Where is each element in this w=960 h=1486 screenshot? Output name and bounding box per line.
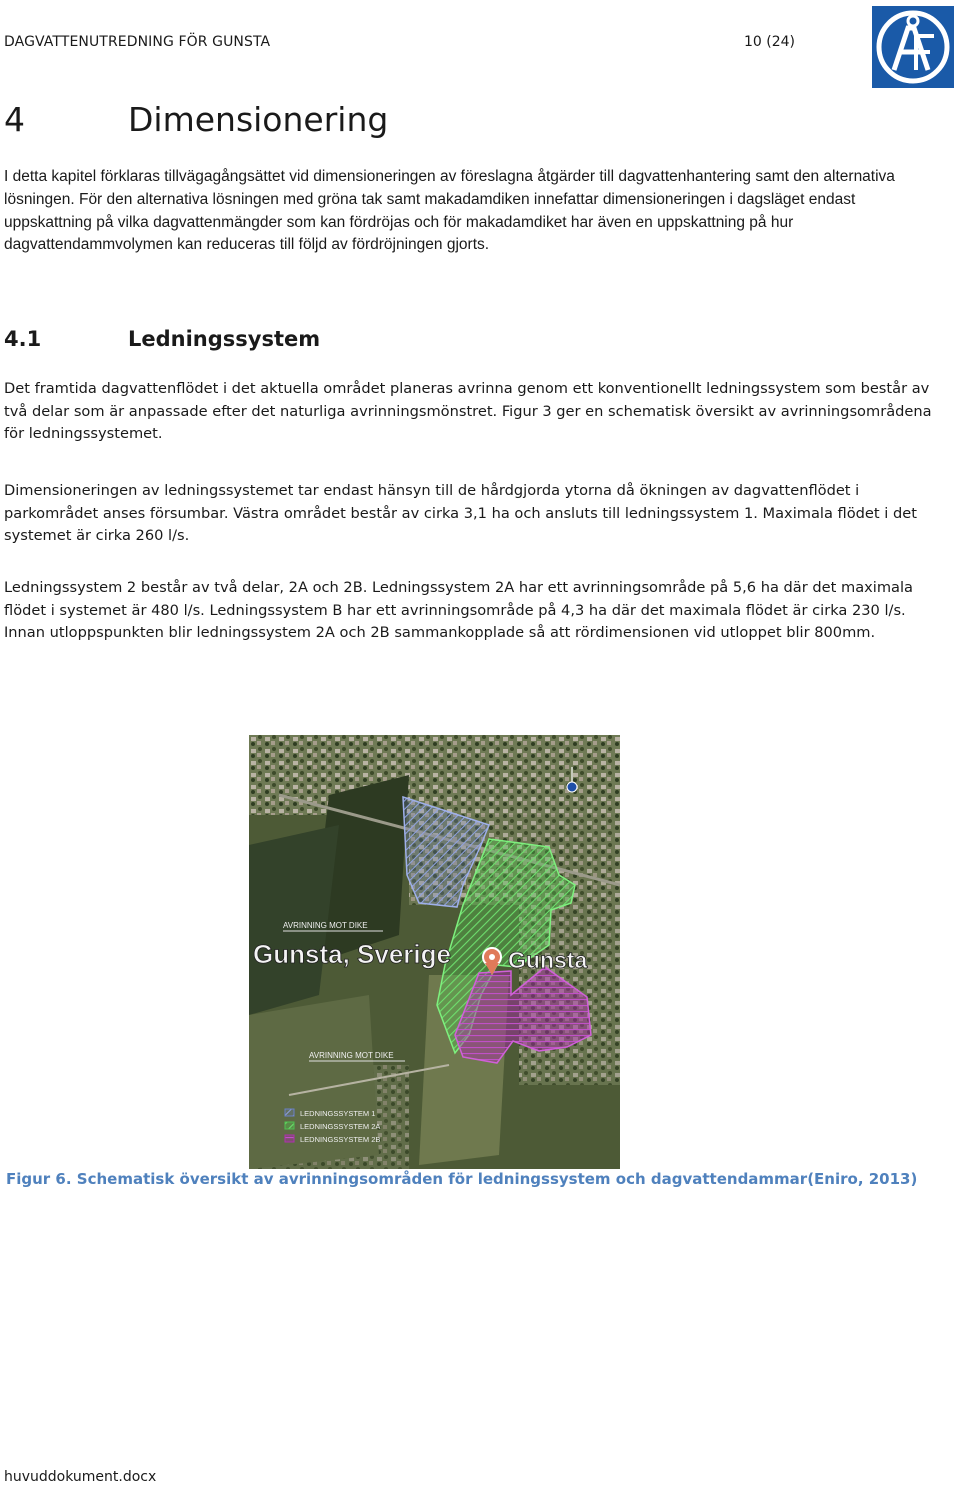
body-paragraph: Ledningssystem 2 består av två delar, 2A och 2B. Ledningssystem 2A har ett avrinningsområde på 5,6 ha där det maximala flödet i systemet är 480 l/s. Ledningssystem B har ett avrinningsområde på 4,3 ha där det maximala flödet är cirka 230 l/s. Innan utloppspunkten blir ledningssystem 2A och 2B sammankopplade så att rördimensionen vid utloppet blir 800mm.	[4, 579, 913, 642]
page-number: 10 (24)	[744, 34, 796, 50]
place-label-2: Gunsta	[508, 947, 588, 973]
annotation-top: AVRINNING MOT DIKE	[283, 921, 368, 930]
drainage-area-map	[249, 735, 620, 1169]
figure-caption: Figur 6. Schematisk översikt av avrinningsområden för ledningssystem och dagvattendammar(Eniro, 2013)	[6, 1170, 918, 1188]
map-legend	[285, 1109, 380, 1144]
section-title: Dimensionering	[128, 100, 389, 139]
subsection-title: Ledningssystem	[128, 327, 321, 351]
af-logo-icon	[872, 6, 954, 88]
subsection-number: 4.1	[4, 327, 42, 351]
legend-swatch-1	[285, 1109, 294, 1116]
document-title: DAGVATTENUTREDNING FÖR GUNSTA	[4, 34, 271, 50]
annotation-bottom: AVRINNING MOT DIKE	[309, 1051, 394, 1060]
place-label: Gunsta, Sverige	[253, 939, 451, 969]
legend-label-2a: LEDNINGSSYSTEM 2A	[300, 1122, 381, 1131]
body-paragraph: Dimensioneringen av ledningssystemet tar endast hänsyn till de hårdgjorda ytorna då ökningen av dagvattenflödet i parkområdet anses försumbar. Västra området består av cirka 3,1 ha och ansluts till ledningssystem 1. Maximala flödet i det systemet är cirka 260 l/s.	[4, 482, 917, 545]
section-number: 4	[4, 100, 25, 139]
legend-label-1: LEDNINGSSYSTEM 1	[300, 1109, 376, 1118]
legend-swatch-2a	[285, 1122, 294, 1129]
legend-label-2b: LEDNINGSSYSTEM 2B	[300, 1135, 381, 1144]
body-paragraph: Det framtida dagvattenflödet i det aktuella området planeras avrinna genom ett konventionellt ledningssystem som består av två delar som är anpassade efter det naturliga avrinningsmönstret. Figur 3 ger en schematisk översikt av avrinningsområdena för ledningssystemet.	[4, 380, 932, 443]
intro-paragraph: I detta kapitel förklaras tillvägagångsättet vid dimensioneringen av föreslagna åtgärder till dagvattenhantering samt den alternativa lösningen. För den alternativa lösningen med gröna tak samt makadamdiken innefattar dimensioneringen i dagsläget endast uppskattning på vilka dagvattenmängder som kan fördröjas och för makadamdiket har även en uppskattning på hur dagvattendammvolymen kan reduceras till följd av fördröjningen gjorts.	[4, 168, 895, 254]
legend-swatch-2b	[285, 1135, 294, 1142]
footer-filename: huvuddokument.docx	[4, 1469, 157, 1485]
